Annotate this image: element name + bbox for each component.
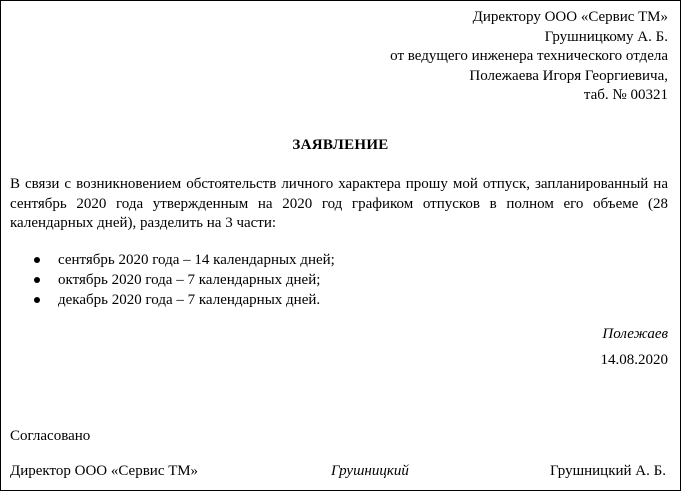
- addressee-line: Полежаева Игоря Георгиевича,: [469, 67, 668, 84]
- list-item: [1, 270, 335, 290]
- bullet-icon: [34, 277, 40, 283]
- applicant-signature: Полежаев: [602, 326, 668, 342]
- bullet-icon: [34, 257, 40, 263]
- addressee-line: Грушницкому А. Б.: [544, 28, 668, 45]
- body-paragraph: В связи с возникновением обстоятельств личного характера прошу мой отпуск, запланированный на сентябрь 2020 года утвержденным на 2020 год графиком отпусков в полном его объеме (28 календарных дней), разделить на 3 части:: [10, 176, 668, 231]
- agreed-label: Согласовано: [10, 428, 91, 444]
- director-name: Грушницкий А. Б.: [550, 463, 666, 479]
- list-item: [1, 290, 335, 310]
- list-item-text: октябрь 2020 года – 7 календарных дней;: [58, 272, 321, 288]
- bullet-icon: [34, 297, 40, 303]
- director-position: Директор ООО «Сервис ТМ»: [10, 463, 199, 479]
- list-item-text: сентябрь 2020 года – 14 календарных дней;: [58, 252, 335, 268]
- list-item: [1, 250, 335, 270]
- vacation-parts-list: [1, 250, 335, 310]
- addressee-line: Директору ООО «Сервис ТМ»: [472, 9, 668, 25]
- document-title: ЗАЯВЛЕНИЕ: [292, 137, 389, 153]
- director-signature: Грушницкий: [331, 463, 409, 479]
- addressee-line: от ведущего инженера технического отдела: [390, 48, 668, 64]
- addressee-line: таб. № 00321: [583, 87, 668, 103]
- list-item-text: декабрь 2020 года – 7 календарных дней.: [58, 292, 321, 308]
- application-date: 14.08.2020: [600, 352, 668, 368]
- addressee-block: [390, 8, 668, 106]
